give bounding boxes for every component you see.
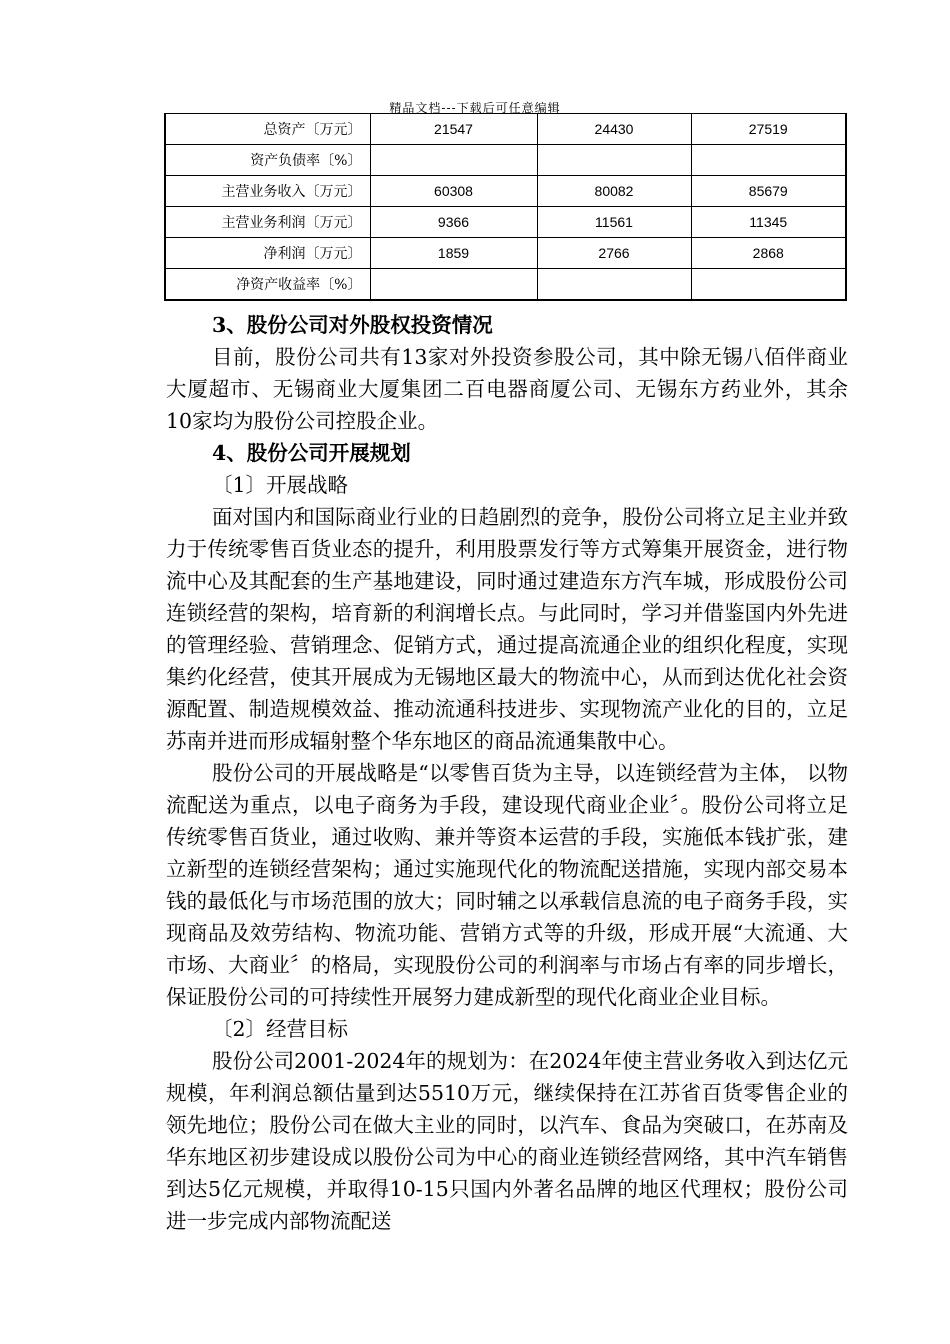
table-cell: 9366 [370, 207, 537, 238]
table-row [165, 238, 846, 269]
section-heading: 4、股份公司开展规划 [212, 441, 411, 465]
paragraph: 目前，股份公司共有13家对外投资参股公司，其中除无锡八佰伴商业大厦超市、无锡商业大厦集团二百电器商厦公司、无锡东方药业外，其余10家均为股份公司控股企业。 [166, 345, 848, 433]
paragraph: 股份公司的开展战略是“以零售百货为主导，以连锁经营为主体， 以物流配送为重点，以电子商务为手段，建设现代商业企业〞。股份公司将立足传统零售百货业，通过收购、兼并等资本运营的手段，实施低本钱扩张，建立新型的连锁经营架构；通过实施现代化的物流配送措施，实现内部交易本钱的最低化与市场范围的放大；同时辅之以承载信息流的电子商务手段，实现商品及效劳结构、物流功能、营销方式等的升级，形成开展“大流通、大市场、大商业〞的格局，实现股份公司的利润率与市场占有率的同步增长，保证股份公司的可持续性开展努力建成新型的现代化商业企业目标。 [166, 761, 848, 1009]
table-row [165, 145, 846, 176]
table-cell: 80082 [537, 176, 691, 207]
table-cell: 11345 [691, 207, 846, 238]
table-cell: 2868 [691, 238, 846, 269]
table-cell: 1859 [370, 238, 537, 269]
table-cell [537, 145, 691, 176]
table-cell: 21547 [370, 114, 537, 145]
table-cell: 85679 [691, 176, 846, 207]
row-label: 资产负债率〔%〕 [165, 145, 370, 176]
table-row [165, 114, 846, 145]
table-row [165, 176, 846, 207]
table-cell [691, 269, 846, 301]
table-cell [370, 145, 537, 176]
row-label: 净资产收益率〔%〕 [165, 269, 370, 301]
table-cell [370, 269, 537, 301]
row-label: 主营业务利润〔万元〕 [165, 207, 370, 238]
table-row [165, 269, 846, 301]
paragraph: 股份公司2001-2024年的规划为：在2024年使主营业务收入到达亿元规模，年利润总额估量到达5510万元，继续保持在江苏省百货零售企业的领先地位；股份公司在做大主业的同时，以汽车、食品为突破口，在苏南及华东地区初步建设成以股份公司为中心的商业连锁经营网络，其中汽车销售到达5亿元规模，并取得10-15只国内外著名品牌的地区代理权；股份公司进一步完成内部物流配送 [166, 1049, 848, 1233]
subsection-heading: 〔1〕开展战略 [212, 473, 349, 497]
section-heading: 3、股份公司对外股权投资情况 [212, 313, 493, 337]
paragraph: 面对国内和国际商业行业的日趋剧烈的竞争，股份公司将立足主业并致力于传统零售百货业态的提升，利用股票发行等方式筹集开展资金，进行物流中心及其配套的生产基地建设，同时通过建造东方汽车城，形成股份公司连锁经营的架构，培育新的利润增长点。与此同时，学习并借鉴国内外先进的管理经验、营销理念、促销方式，通过提高流通企业的组织化程度，实现集约化经营，使其开展成为无锡地区最大的物流中心，从而到达优化社会资源配置、制造规模效益、推动流通科技进步、实现物流产业化的目的，立足苏南并进而形成辐射整个华东地区的商品流通集散中心。 [166, 505, 848, 753]
table-cell: 2766 [537, 238, 691, 269]
table-cell: 24430 [537, 114, 691, 145]
table-cell [691, 145, 846, 176]
table-cell: 27519 [691, 114, 846, 145]
row-label: 净利润〔万元〕 [165, 238, 370, 269]
table-cell [537, 269, 691, 301]
row-label: 主营业务收入〔万元〕 [165, 176, 370, 207]
table-cell: 60308 [370, 176, 537, 207]
financial-table [164, 113, 847, 301]
table-row [165, 207, 846, 238]
row-label: 总资产〔万元〕 [165, 114, 370, 145]
table-cell: 11561 [537, 207, 691, 238]
document-body [166, 309, 848, 1237]
subsection-heading: 〔2〕经营目标 [212, 1017, 349, 1041]
page-header: 精品文档---下载后可任意编辑 [389, 101, 561, 115]
